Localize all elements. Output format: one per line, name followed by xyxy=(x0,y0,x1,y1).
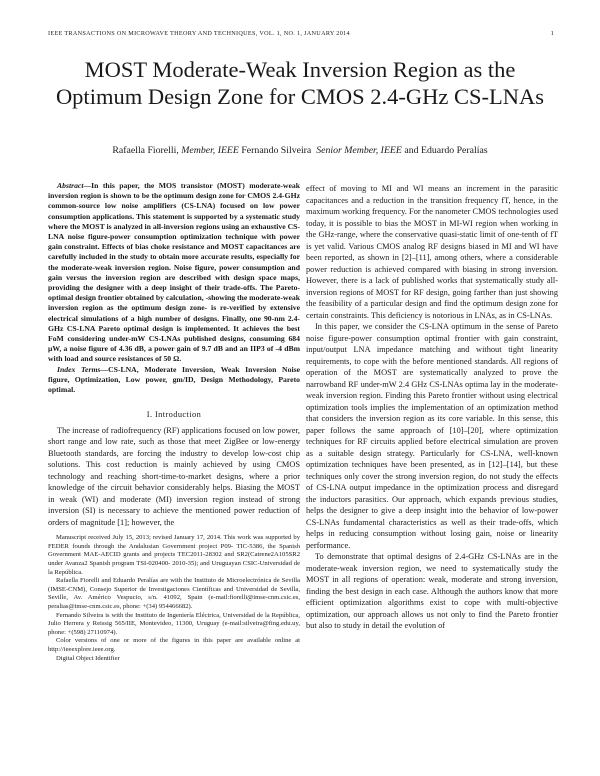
author-name: Fernando Silveira xyxy=(241,145,312,156)
abstract-text: —In this paper, the MOS transistor (MOST) moderate-weak inversion region is shown to be the optimum design zone for CMOS 2.4-GHz common-source low noise amplifiers (CS-LNA) focused on low power consumption applications. This statement is supported by a systematic study where the MOST is analyzed in all-inversion regions using an exhaustive CS-LNA noise figure-power consumption optimization technique with power gain constraint. Effects of bias choke resistance and MOST capacitances are carefully included in the study to obtain more accurate results, especially for the moderate-weak inversion region. Noise figure, power consumption and gain versus the inversion region are described with design space maps, providing the designer with a deep insight of their trade-offs. The Pareto-optimal design frontier obtained by calculation, -showing the moderate-weak inversion region as the optimum design zone- is re-verified by extensive electrical simulations of a high number of designs. Finally, one 90-nm 2.4-GHz CS-LNA Pareto optimal design is implemented. It achieves the best FoM considering under-mW CS-LNAs published designs, consuming 684 μW, a noise figure of 4.36 dB, a power gain of 9.7 dB and an IIP3 of -4 dBm with load and source resistances of 50 Ω. xyxy=(48,181,300,364)
body-paragraph: To demonstrate that optimal designs of 2.4-GHz CS-LNAs are in the moderate-weak inversion region, we need to systematically study the MOST in all regions of operation: weak, moderate and strong inversion, finding the best design in each case. Although the authors know that more efficient optimization algorithms exist to cope with multi-objective optimization, our approach allows us not only to find the Pareto frontier but also to study in detail the evolution of xyxy=(306,552,558,630)
section-heading: I. Introduction xyxy=(146,410,202,420)
left-column xyxy=(48,181,300,663)
footnotes xyxy=(48,534,300,663)
author-name: and Eduardo Peralías xyxy=(404,145,488,156)
index-terms-text: —CS-LNA, Moderate Inversion, Weak Inversion Noise figure, Optimization, Low power, gm/ID, Design Methodology, Pareto optimal. xyxy=(48,364,300,395)
author-name: Rafaella Fiorelli, xyxy=(112,145,179,156)
paper-title: MOST Moderate-Weak Inversion Region as the Optimum Design Zone for CMOS 2.4-GHz CS-LNAs xyxy=(55,57,545,109)
footnote-affiliation-2: Fernando Silveira is with the Instituto de Ingeniería Eléctrica, Universidad de la República, Julio Herrera y Reissig 565/IIE, Montevideo, 11300, Uruguay (e-mail:silveira@fing.edu.uy, phone: +(598) 27110974). xyxy=(48,611,300,636)
body-paragraph: effect of moving to MI and WI means an increment in the parasitic capacitances and a reduction in the transition frequency fT, hence, in the maximum working frequency. For the nanometer CMOS technologies used today, it is possible to bias the MOST in MI-WI region when working in the GHz-range, where the conservative quasi-static limit of one-tenth of fT is yet valid. Various CMOS analog RF designs biased in MI and WI have been reported, as shown in [2]–[11], among others, where a considerable power reduction is achieved compared with biasing in strong inversion. However, there is a lack of published works that systematically study all-inversion regions of MOST for RF design, going farther than just showing the feasibility of a particular design and find the optimum design zone for certain constraints. This deficiency is notorious in LNAs, as in CS-LNAs. xyxy=(306,184,558,320)
author-membership: Senior Member, IEEE xyxy=(316,145,402,156)
running-head xyxy=(48,30,554,37)
author-membership: Member, IEEE xyxy=(181,145,239,156)
footnote-doi: Digital Object Identifier xyxy=(56,654,120,662)
abstract-label: Abstract xyxy=(57,181,84,190)
body-paragraph: In this paper, we consider the CS-LNA optimum in the sense of Pareto noise figure-power consumption optimal frontier with gain constraint, input/output LNA impedance matching and without tight linearity requirements, to cope with the before mentioned standards. All regions of operation of the MOST are systematically analyzed to prove the narrowband RF under-mW 2.4 GHz CS-LNAs optima lay in the moderate-weak inversion region. Finding this Pareto frontier without using electrical optimization tools implies the implementation of an optimization method that considers the inversion region as its core variable. In this sense, this paper follows the same approach of [10]–[20], where optimization techniques for RF circuits applied before electrical simulation are proven as a suitable design strategy. Particularly for CS-LNA, well-known optimization techniques have been presented, as in [12]–[14], but these techniques only cover the strong inversion region, do not study the effects of CS-LNA output impedance in the optimization process and disregard the inductors parasitics. Our approach, which expands previous studies, helps the designer to give a deep insight into the behavior of low-power CS-LNAs fundamental characteristics as well as their trade-offs, which helps in reducing consumption without losing gain, noise or linearity performance. xyxy=(306,322,558,550)
footnote-manuscript: Manuscript received July 15, 2013; revised January 17, 2014. This work was supported by FEDER founds through the Andalusian Government project P09- TIC-5386, the Spanish Government MAE-AECID grants and projects TEC2011-28302 and SR2(Catrene2A105SR2 under Avanza2 Spanish program TSI-020400- 2010-35); and Uruguayan CSIC-Universidad de la República. xyxy=(48,534,300,576)
right-column xyxy=(306,183,558,632)
intro-paragraph: The increase of radiofrequency (RF) applications focused on low power, short range and low rate, such as those that meet ZigBee or low-energy Bluetooth standards, are forcing the industry to develop low-cost chip solutions. This cost reduction is mainly achieved by using CMOS technology and reaching short-time-to-market designs, where a prior knowledge of the circuit behavior considerably helps. Biasing the MOST in weak (WI) and moderate (MI) inversion region instead of strong inversion (SI) is necessary to achieve the mentioned power reduction of orders of magnitude [1]; however, the xyxy=(48,425,300,527)
author-line xyxy=(40,145,560,156)
index-terms-label: Index Terms xyxy=(57,364,101,374)
footnote-affiliation-1: Rafaella Fiorelli and Eduardo Peralías are with the Instituto de Microelectrónica de Sevilla (IMSE-CNM), Consejo Superior de Investigaciones Científicas and Universidad de Sevilla, Seville, Av. Américo Vespucio, s/n. 41092, Spain (e-mail:fiorelli@imse-cnm.csic.es, peralias@imse-cnm.csic.es, phone: +(34) 954466682). xyxy=(48,577,300,611)
abstract xyxy=(48,181,300,365)
footnote-color: Color versions of one or more of the figures in this paper are available online at http://ieeexplore.ieee.org. xyxy=(48,637,300,653)
index-terms xyxy=(48,365,300,396)
journal-header: IEEE TRANSACTIONS ON MICROWAVE THEORY AND TECHNIQUES, VOL. 1, NO. 1, JANUARY 2014 xyxy=(48,30,350,37)
page-number: 1 xyxy=(550,30,554,37)
